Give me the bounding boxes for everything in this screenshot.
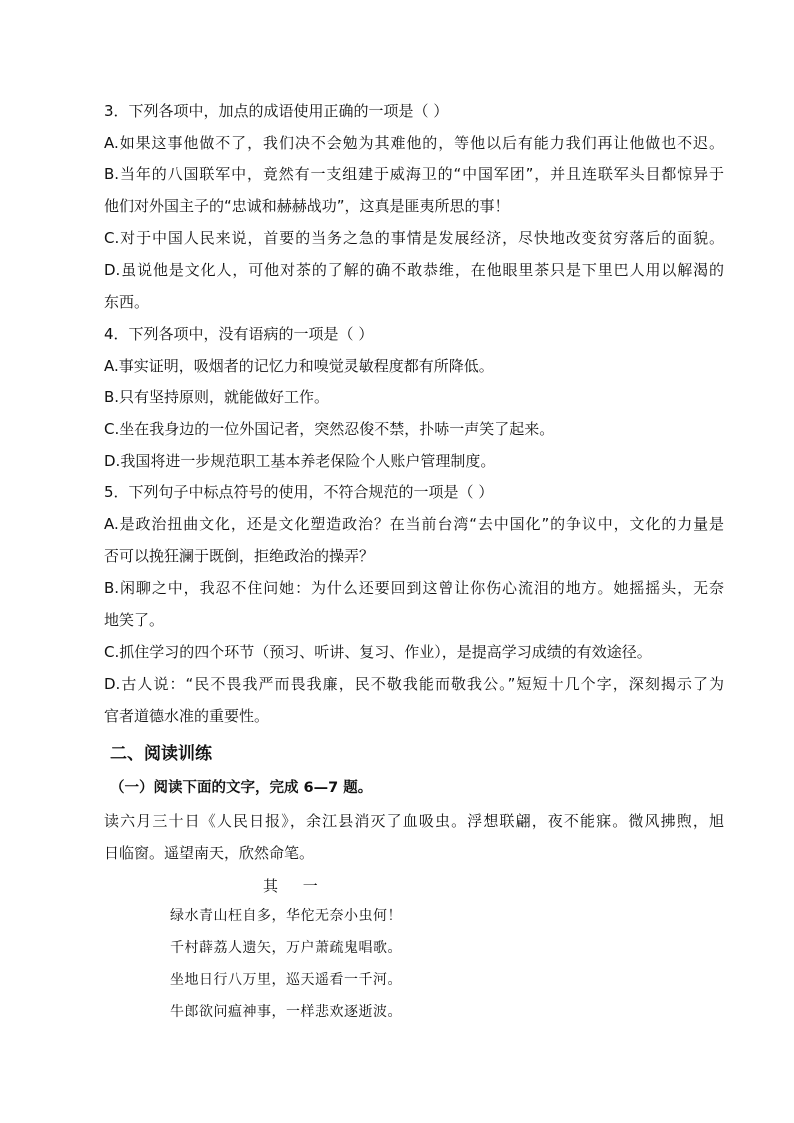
- poem-line: 绿水青山枉自多，华佗无奈小虫何！: [170, 908, 402, 924]
- q3-option-d-line2: 东西。: [104, 293, 150, 311]
- q4-option-d: D.我国将进一步规范职工基本养老保险个人账户管理制度。: [104, 452, 496, 470]
- q4-option-b: B.只有坚持原则，就能做好工作。: [104, 388, 330, 406]
- poem-line: 牛郎欲问瘟神事，一样悲欢逐逝波。: [170, 1004, 402, 1020]
- q5-option-b-line2: 地笑了。: [104, 611, 165, 629]
- poem-line: 千村薜荔人遗矢，万户萧疏鬼唱歌。: [170, 940, 402, 956]
- poem-line: 坐地日行八万里，巡天遥看一千河。: [170, 972, 402, 988]
- intro-line2: 日临窗。遥望南天，欣然命笔。: [104, 844, 315, 862]
- q3-option-b-line2: 他们对外国主子的“忠诚和赫赫战功”，这真是匪夷所思的事！: [104, 197, 510, 215]
- q5-option-d-line1: D.古人说：“民不畏我严而畏我廉，民不敬我能而敬我公。”短短十几个字，深刻揭示了为: [104, 675, 724, 693]
- section-heading: 二、阅读训练: [110, 744, 212, 764]
- section-subheading: （一）阅读下面的文字，完成 6—7 题。: [110, 780, 373, 796]
- q5-option-a-line2: 否可以挽狂澜于既倒，拒绝政治的操弄？: [104, 547, 375, 565]
- q4-stem: 4．下列各项中，没有语病的一项是（ ）: [104, 325, 374, 343]
- q3-option-c: C.对于中国人民来说，首要的当务之急的事情是发展经济，尽快地改变贫穷落后的面貌。: [104, 229, 724, 247]
- q5-option-a-line1: A.是政治扭曲文化，还是文化塑造政治？在当前台湾“去中国化”的争议中，文化的力量是: [104, 515, 724, 533]
- q5-stem: 5．下列句子中标点符号的使用，不符合规范的一项是（ ）: [104, 483, 494, 501]
- q5-option-c: C.抓住学习的四个环节（预习、听讲、复习、作业），是提高学习成绩的有效途径。: [104, 643, 652, 661]
- q5-option-d-line2: 官者道德水准的重要性。: [104, 707, 270, 725]
- q4-option-c: C.坐在我身边的一位外国记者，突然忍俊不禁，扑哧一声笑了起来。: [104, 420, 555, 438]
- q3-option-b-line1: B.当年的八国联军中，竟然有一支组建于威海卫的“中国军团”，并且连联军头目都惊异于: [104, 165, 724, 183]
- intro-line1: 读六月三十日《人民日报》，余江县消灭了血吸虫。浮想联翩，夜不能寐。微风拂煦，旭: [104, 812, 724, 830]
- q3-option-d-line1: D.虽说他是文化人，可他对茶的了解的确不敢恭维，在他眼里茶只是下里巴人用以解渴的: [104, 261, 724, 279]
- q5-option-b-line1: B.闲聊之中，我忍不住问她：为什么还要回到这曾让你伤心流泪的地方。她摇摇头，无奈: [104, 579, 724, 597]
- q3-stem: 3．下列各项中，加点的成语使用正确的一项是（ ）: [104, 102, 449, 120]
- q3-option-a: A.如果这事他做不了，我们决不会勉为其难他的，等他以后有能力我们再让他做也不迟。: [104, 134, 724, 152]
- poem-title: 其 一: [263, 877, 328, 895]
- q4-option-a: A.事实证明，吸烟者的记忆力和嗅觉灵敏程度都有所降低。: [104, 357, 494, 375]
